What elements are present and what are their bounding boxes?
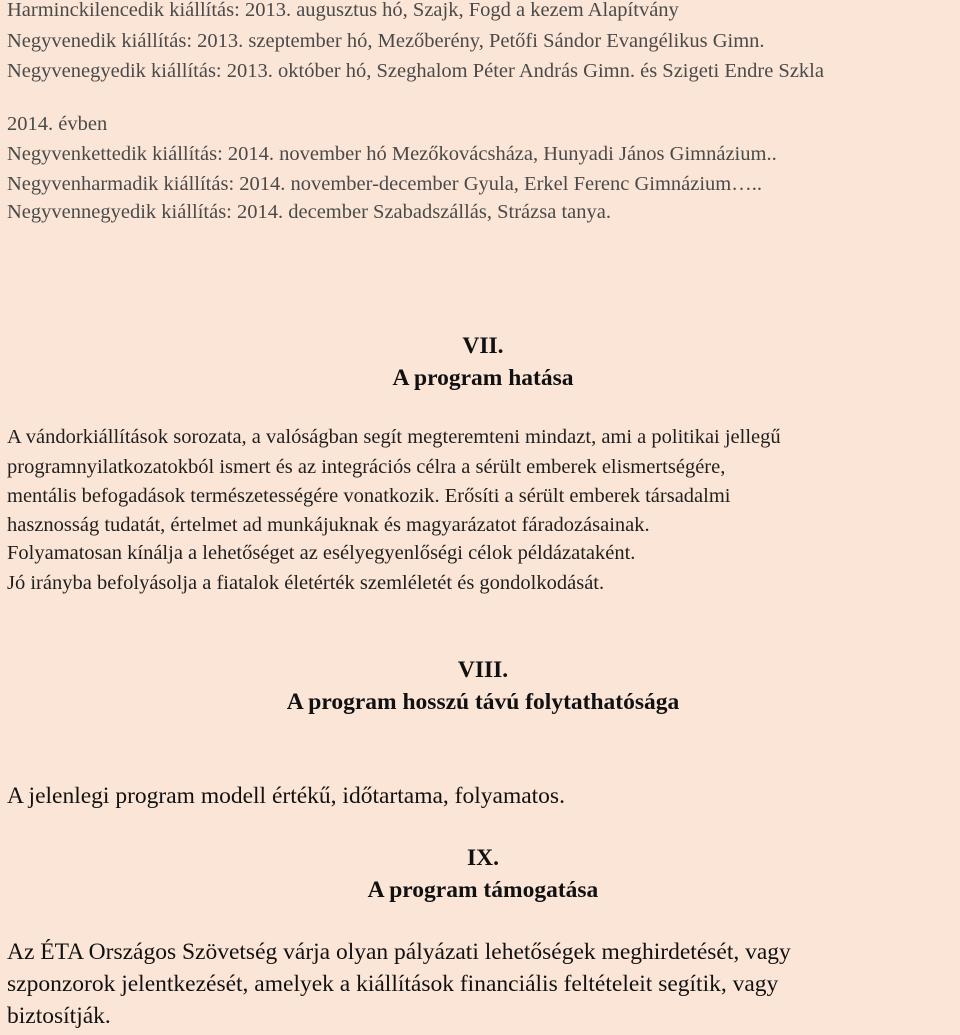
exhibition-2014-line: Negyvennegyedik kiállítás: 2014. december Szabadszállás, Strázsa tanya. (7, 201, 611, 223)
section-7-number: VII. (462, 333, 504, 359)
exhibition-line: Negyvenegyedik kiállítás: 2013. október hó, Szeghalom Péter András Gimn. és Szigeti Endre Szkla (7, 60, 824, 82)
section-8-number: VIII. (457, 657, 509, 683)
section-7-line: Folyamatosan kínálja a lehetőséget az esélyegyenlőségi célok példázataként. (7, 542, 636, 564)
exhibition-2014-line: Negyvenharmadik kiállítás: 2014. november-december Gyula, Erkel Ferenc Gimnázium….. (7, 173, 762, 195)
section-7-line: Jó irányba befolyásolja a fiatalok életérték szemléletét és gondolkodását. (7, 572, 605, 594)
section-8-text: A jelenlegi program modell értékű, időtartama, folyamatos. (7, 783, 565, 809)
section-9-number: IX. (467, 845, 499, 871)
section-8-title: A program hosszú távú folytathatósága (286, 689, 680, 715)
section-9-line: szponzorok jelentkezését, amelyek a kiállítások financiális feltételeit segítik, vagy (7, 971, 779, 997)
exhibition-line: Harminckilencedik kiállítás: 2013. augusztus hó, Szajk, Fogd a kezem Alapítvány (7, 0, 679, 21)
section-9-line: Az ÉTA Országos Szövetség várja olyan pályázati lehetőségek meghirdetését, vagy (7, 939, 791, 965)
exhibition-2014-line: Negyvenkettedik kiállítás: 2014. november hó Mezőkovácsháza, Hunyadi János Gimnázium.. (7, 143, 777, 165)
section-7-line: A vándorkiállítások sorozata, a valóságban segít megteremteni mindazt, ami a politikai jellegű (7, 426, 781, 448)
section-7-line: programnyilatkozatokból ismert és az integrációs célra a sérült emberek elismertségére, (7, 456, 726, 478)
section-9-line: biztosítják. (7, 1003, 111, 1029)
section-7-line: hasznosság tudatát, értelmet ad munkájuknak és magyarázatot fáradozásainak. (7, 514, 650, 536)
exhibition-line: Negyvenedik kiállítás: 2013. szeptember hó, Mezőberény, Petőfi Sándor Evangélikus Gimn. (7, 30, 765, 52)
section-7-title: A program hatása (392, 365, 574, 391)
section-7-line: mentális befogadások természetességére vonatkozik. Erősíti a sérült emberek társadalmi (7, 485, 731, 507)
section-9-title: A program támogatása (367, 877, 599, 903)
year-2014-label: 2014. évben (7, 113, 108, 135)
